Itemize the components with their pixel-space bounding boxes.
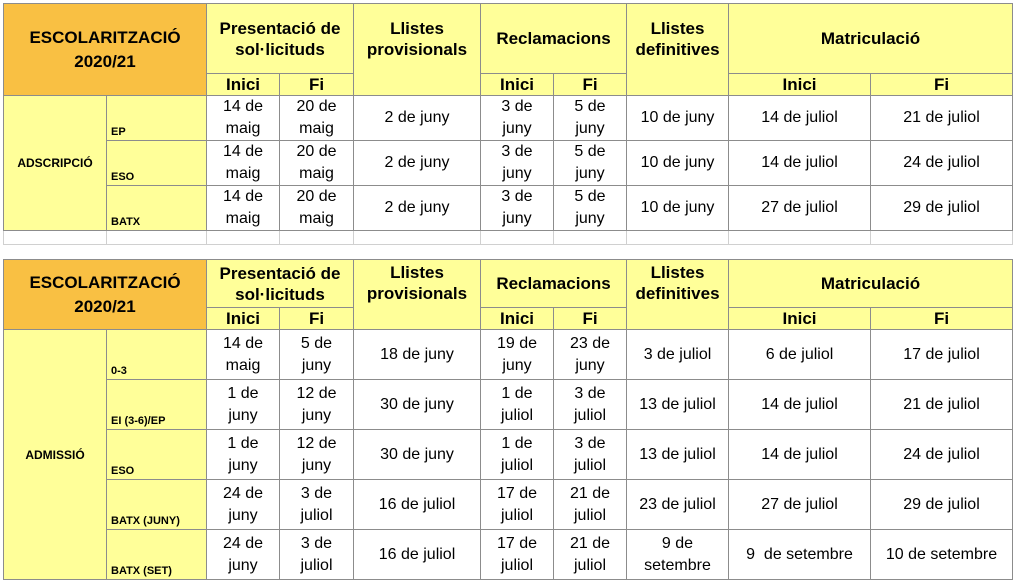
rec-inici-cell: 17 de juliol [481, 480, 554, 530]
mat-fi-cell: 29 de juliol [871, 186, 1013, 231]
corner-title: ESCOLARITZACIÓ 2020/21 [4, 260, 207, 330]
header-reclamacions: Reclamacions [481, 260, 627, 308]
table-row [4, 380, 1013, 430]
level-label: 0-3 [107, 330, 207, 380]
provisionals-cell: 16 de juliol [354, 530, 481, 580]
rec-inici-cell: 17 de juliol [481, 530, 554, 580]
rec-inici-cell: 3 de juny [481, 96, 554, 141]
subheader-inici: Inici [729, 308, 871, 330]
mat-fi-cell: 21 de juliol [871, 96, 1013, 141]
header-presentacio: Presentació de sol·licituds [207, 4, 354, 74]
level-label: BATX (SET) [107, 530, 207, 580]
pres-fi-cell: 3 de juliol [280, 480, 354, 530]
pres-inici-cell: 24 de juny [207, 480, 280, 530]
header-provisionals: Llistes provisionals [354, 4, 481, 96]
pres-inici-cell: 1 de juny [207, 380, 280, 430]
provisionals-cell: 18 de juny [354, 330, 481, 380]
header-matriculacio: Matriculació [729, 260, 1013, 308]
header-reclamacions: Reclamacions [481, 4, 627, 74]
header-definitives: Llistes definitives [627, 260, 729, 330]
subheader-inici: Inici [481, 308, 554, 330]
rec-fi-cell: 21 de juliol [554, 530, 627, 580]
table-row [4, 330, 1013, 380]
mat-inici-cell: 9 de setembre [729, 530, 871, 580]
pres-fi-cell: 20 de maig [280, 141, 354, 186]
group-label: ADSCRIPCIÓ [4, 96, 107, 231]
pres-fi-cell: 20 de maig [280, 186, 354, 231]
table-row [4, 530, 1013, 580]
header-provisionals: Llistes provisionals [354, 260, 481, 330]
pres-fi-cell: 3 de juliol [280, 530, 354, 580]
definitives-cell: 10 de juny [627, 186, 729, 231]
pres-fi-cell: 12 de juny [280, 380, 354, 430]
header-matriculacio: Matriculació [729, 4, 1013, 74]
header-definitives: Llistes definitives [627, 4, 729, 96]
mat-inici-cell: 14 de juliol [729, 96, 871, 141]
pres-inici-cell: 14 de maig [207, 96, 280, 141]
rec-inici-cell: 1 de juliol [481, 430, 554, 480]
rec-fi-cell: 3 de juliol [554, 430, 627, 480]
table-row [4, 186, 1013, 231]
subheader-inici: Inici [481, 74, 554, 96]
subheader-fi: Fi [280, 308, 354, 330]
spacer-row [4, 231, 1013, 245]
mat-inici-cell: 14 de juliol [729, 430, 871, 480]
rec-fi-cell: 5 de juny [554, 186, 627, 231]
rec-fi-cell: 21 de juliol [554, 480, 627, 530]
mat-inici-cell: 14 de juliol [729, 141, 871, 186]
provisionals-cell: 2 de juny [354, 96, 481, 141]
level-label: ESO [107, 141, 207, 186]
provisionals-cell: 30 de juny [354, 380, 481, 430]
provisionals-cell: 2 de juny [354, 141, 481, 186]
provisionals-cell: 30 de juny [354, 430, 481, 480]
mat-fi-cell: 24 de juliol [871, 430, 1013, 480]
subheader-fi: Fi [280, 74, 354, 96]
level-label: EI (3-6)/EP [107, 380, 207, 430]
admissio-table [3, 259, 1013, 580]
corner-title: ESCOLARITZACIÓ 2020/21 [4, 4, 207, 96]
subheader-fi: Fi [871, 74, 1013, 96]
table-row [4, 480, 1013, 530]
definitives-cell: 23 de juliol [627, 480, 729, 530]
subheader-fi: Fi [554, 74, 627, 96]
pres-inici-cell: 24 de juny [207, 530, 280, 580]
table-row [4, 96, 1013, 141]
mat-fi-cell: 21 de juliol [871, 380, 1013, 430]
pres-fi-cell: 20 de maig [280, 96, 354, 141]
level-label: ESO [107, 430, 207, 480]
rec-inici-cell: 1 de juliol [481, 380, 554, 430]
definitives-cell: 13 de juliol [627, 380, 729, 430]
subheader-fi: Fi [871, 308, 1013, 330]
level-label: BATX [107, 186, 207, 231]
header-presentacio: Presentació de sol·licituds [207, 260, 354, 308]
adscripcio-table [3, 3, 1013, 245]
definitives-cell: 10 de juny [627, 96, 729, 141]
mat-inici-cell: 14 de juliol [729, 380, 871, 430]
pres-inici-cell: 14 de maig [207, 141, 280, 186]
pres-inici-cell: 1 de juny [207, 430, 280, 480]
rec-fi-cell: 5 de juny [554, 96, 627, 141]
definitives-cell: 3 de juliol [627, 330, 729, 380]
definitives-cell: 9 de setembre [627, 530, 729, 580]
table-row [4, 430, 1013, 480]
definitives-cell: 13 de juliol [627, 430, 729, 480]
table-row [4, 141, 1013, 186]
pres-fi-cell: 12 de juny [280, 430, 354, 480]
mat-fi-cell: 29 de juliol [871, 480, 1013, 530]
level-label: EP [107, 96, 207, 141]
group-label: ADMISSIÓ [4, 330, 107, 580]
pres-inici-cell: 14 de maig [207, 330, 280, 380]
subheader-inici: Inici [729, 74, 871, 96]
rec-fi-cell: 23 de juny [554, 330, 627, 380]
subheader-fi: Fi [554, 308, 627, 330]
rec-inici-cell: 19 de juny [481, 330, 554, 380]
mat-inici-cell: 27 de juliol [729, 480, 871, 530]
pres-fi-cell: 5 de juny [280, 330, 354, 380]
definitives-cell: 10 de juny [627, 141, 729, 186]
level-label: BATX (JUNY) [107, 480, 207, 530]
rec-inici-cell: 3 de juny [481, 141, 554, 186]
mat-inici-cell: 27 de juliol [729, 186, 871, 231]
rec-fi-cell: 5 de juny [554, 141, 627, 186]
pres-inici-cell: 14 de maig [207, 186, 280, 231]
mat-fi-cell: 24 de juliol [871, 141, 1013, 186]
mat-fi-cell: 10 de setembre [871, 530, 1013, 580]
mat-fi-cell: 17 de juliol [871, 330, 1013, 380]
provisionals-cell: 2 de juny [354, 186, 481, 231]
subheader-inici: Inici [207, 308, 280, 330]
rec-fi-cell: 3 de juliol [554, 380, 627, 430]
subheader-inici: Inici [207, 74, 280, 96]
mat-inici-cell: 6 de juliol [729, 330, 871, 380]
rec-inici-cell: 3 de juny [481, 186, 554, 231]
provisionals-cell: 16 de juliol [354, 480, 481, 530]
